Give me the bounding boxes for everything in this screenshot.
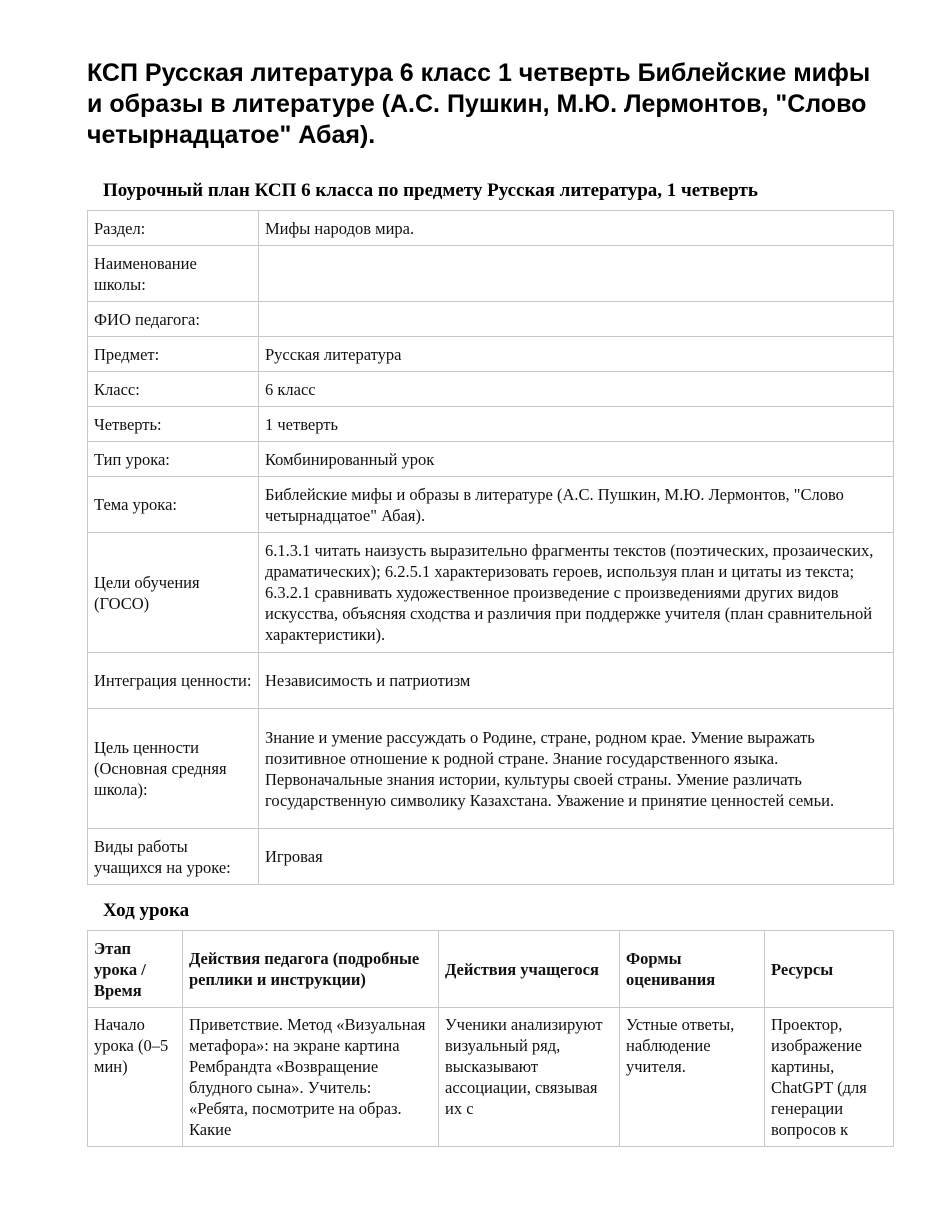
info-label: Цель ценности (Основная средняя школа):: [88, 709, 259, 829]
lesson-flow-table: [87, 930, 894, 1147]
info-row-topic: [88, 477, 894, 533]
info-row-school: [88, 246, 894, 302]
info-value: Комбинированный урок: [259, 442, 894, 477]
info-label: Интеграция ценности:: [88, 653, 259, 709]
info-row-quarter: [88, 407, 894, 442]
info-value: Русская литература: [259, 337, 894, 372]
info-row-work-types: [88, 829, 894, 885]
lesson-info-table: [87, 210, 894, 885]
info-value: Знание и умение рассуждать о Родине, стране, родном крае. Умение выражать позитивное отношение к родной стране. Знание государственного языка. Первоначальные знания истории, культуры своей страны. Умение различать государственную символику Казахстана. Уважение и принятие ценностей семьи.: [259, 709, 894, 829]
column-header: Действия педагога (подробные реплики и инструкции): [183, 931, 439, 1008]
info-label: Раздел:: [88, 211, 259, 246]
info-value: 1 четверть: [259, 407, 894, 442]
info-label: Тема урока:: [88, 477, 259, 533]
info-label: Четверть:: [88, 407, 259, 442]
info-value: 6.1.3.1 читать наизусть выразительно фрагменты текстов (поэтических, прозаических, драматических); 6.2.5.1 характеризовать героев, используя план и цитаты из текста; 6.3.2.1 сравнивать художественное произведение с произведениями других видов искусства, объясняя сходства и различия при поддержке учителя (план сравнительной характеристики).: [259, 533, 894, 653]
info-row-values: [88, 653, 894, 709]
table-cell: Начало урока (0–5 мин): [88, 1008, 183, 1147]
column-header: Формы оценивания: [620, 931, 765, 1008]
info-row-value-goal: [88, 709, 894, 829]
column-header: Действия учащегося: [439, 931, 620, 1008]
info-label: Цели обучения (ГОСО): [88, 533, 259, 653]
table-cell: Проектор, изображение картины, ChatGPT (для генерации вопросов к: [765, 1008, 894, 1147]
info-value: Независимость и патриотизм: [259, 653, 894, 709]
column-header: Ресурсы: [765, 931, 894, 1008]
info-value: Мифы народов мира.: [259, 211, 894, 246]
info-value: 6 класс: [259, 372, 894, 407]
info-label: Виды работы учащихся на уроке:: [88, 829, 259, 885]
info-row-grade: [88, 372, 894, 407]
info-label: ФИО педагога:: [88, 302, 259, 337]
lesson-heading: Ход урока: [103, 900, 190, 921]
table-cell: Устные ответы, наблюдение учителя.: [620, 1008, 765, 1147]
info-value: Игровая: [259, 829, 894, 885]
info-row-teacher: [88, 302, 894, 337]
info-label: Класс:: [88, 372, 259, 407]
info-row-objectives: [88, 533, 894, 653]
table-row: [88, 1008, 894, 1147]
column-header: Этап урока / Время: [88, 931, 183, 1008]
document-title: КСП Русская литература 6 класс 1 четверть Библейские мифы и образы в литературе (А.С. Пушкин, М.Ю. Лермонтов, "Слово четырнадцатое" Абая).: [87, 59, 871, 149]
info-label: Тип урока:: [88, 442, 259, 477]
info-row-section: [88, 211, 894, 246]
plan-heading: Поурочный план КСП 6 класса по предмету Русская литература, 1 четверть: [103, 180, 758, 201]
table-cell: Приветствие. Метод «Визуальная метафора»: на экране картина Рембрандта «Возвращение блудного сына». Учитель: «Ребята, посмотрите на образ. Какие: [183, 1008, 439, 1147]
info-value: Библейские мифы и образы в литературе (А.С. Пушкин, М.Ю. Лермонтов, "Слово четырнадцатое" Абая).: [259, 477, 894, 533]
info-row-lesson-type: [88, 442, 894, 477]
table-cell: Ученики анализируют визуальный ряд, высказывают ассоциации, связывая их с: [439, 1008, 620, 1147]
info-value: [259, 246, 894, 302]
info-value: [259, 302, 894, 337]
lesson-header-row: [88, 931, 894, 1008]
info-label: Предмет:: [88, 337, 259, 372]
info-row-subject: [88, 337, 894, 372]
info-label: Наименование школы:: [88, 246, 259, 302]
